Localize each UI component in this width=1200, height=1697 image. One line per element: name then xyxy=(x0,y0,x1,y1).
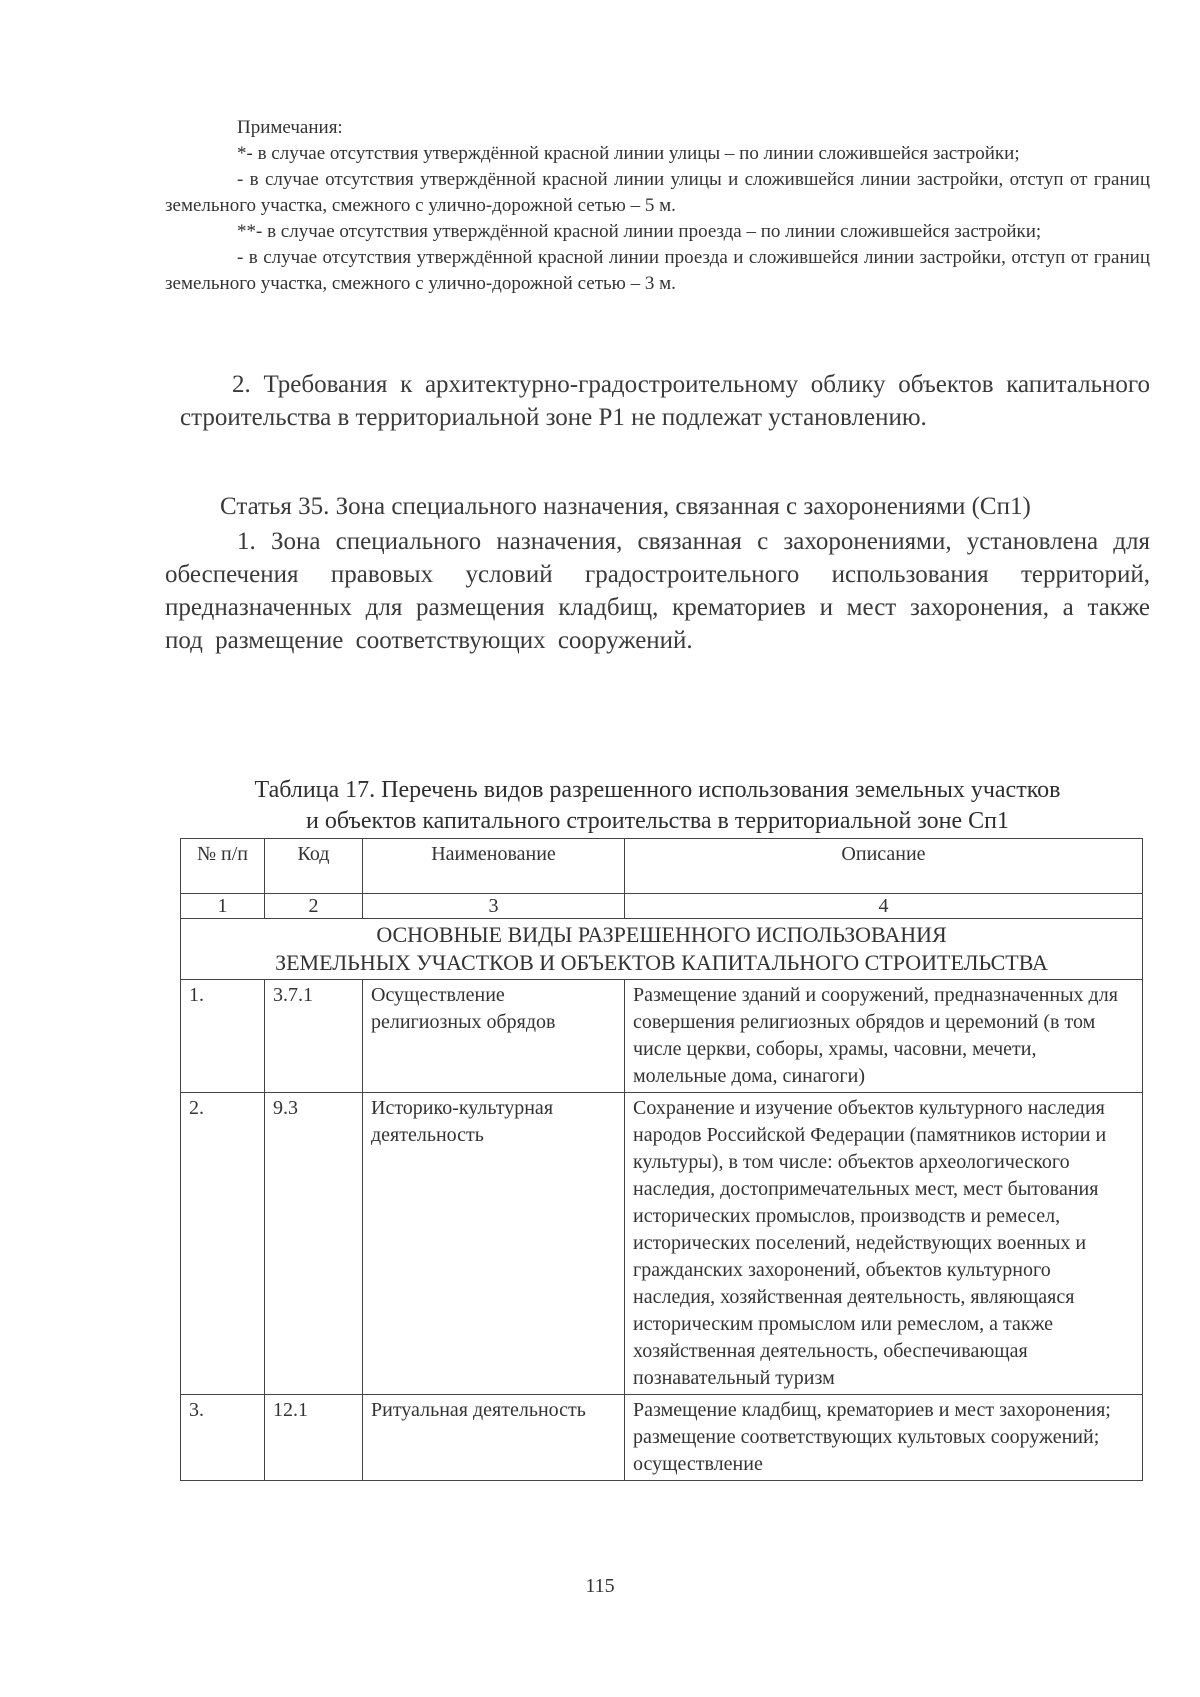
header-desc: Описание xyxy=(625,839,1143,894)
table-header-row xyxy=(181,839,1143,894)
column-number: 3 xyxy=(363,894,625,919)
article-block xyxy=(165,490,1150,657)
row-num: 1. xyxy=(181,980,265,1093)
note-2: - в случае отсутствия утверждённой красной линии улицы и сложившейся линии застройки, отступ от границ земельного участка, смежного с улично-дорожной сетью – 5 м. xyxy=(165,169,1150,216)
requirement-paragraph: 2. Требования к архитектурно-градостроительному облику объектов капитального строительства в территориальной зоне Р1 не подлежат установлению. xyxy=(180,371,1150,431)
article-paragraph: 1. Зона специального назначения, связанная с захоронениями, установлена для обеспечения правовых условий градостроительного использования территорий, предназначенных для размещения кладбищ, крематориев и мест захоронения, а также под размещение соответствующих сооружений. xyxy=(165,528,1150,654)
row-code: 9.3 xyxy=(265,1093,363,1395)
note-4: - в случае отсутствия утверждённой красной линии проезда и сложившейся линии застройки, отступ от границ земельного участка, смежного с улично-дорожной сетью – 3 м. xyxy=(165,247,1150,294)
page-number: 115 xyxy=(585,1575,615,1597)
column-number: 1 xyxy=(181,894,265,919)
row-code: 3.7.1 xyxy=(265,980,363,1093)
table-caption xyxy=(165,775,1150,837)
column-number: 4 xyxy=(625,894,1143,919)
row-name: Ритуальная деятельность xyxy=(363,1395,625,1481)
header-name: Наименование xyxy=(363,839,625,894)
column-number-row xyxy=(181,894,1143,919)
column-number: 2 xyxy=(265,894,363,919)
notes-heading: Примечания: xyxy=(237,117,343,138)
row-desc: Сохранение и изучение объектов культурного наследия народов Российской Федерации (памятников истории и культуры), в том числе: объектов археологического наследия, достопримечательных мест, мест бытования исторических промыслов, производств и ремесел, исторических поселений, недействующих военных и гражданских захоронений, объектов культурного наследия, хозяйственная деятельность, являющаяся историческим промыслом или ремеслом, а также хозяйственная деятельность, обеспечивающая познавательный туризм xyxy=(625,1093,1143,1395)
header-num: № п/п xyxy=(181,839,265,894)
table-row xyxy=(181,1093,1143,1395)
land-use-table xyxy=(180,838,1143,1481)
note-3: **- в случае отсутствия утверждённой красной линии проезда – по линии сложившейся застройки; xyxy=(237,221,1042,242)
row-num: 2. xyxy=(181,1093,265,1395)
section-header xyxy=(181,919,1143,980)
row-desc: Размещение кладбищ, крематориев и мест захоронения; размещение соответствующих культовых сооружений; осуществление xyxy=(625,1395,1143,1481)
row-name: Историко-культурная деятельность xyxy=(363,1093,625,1395)
table-caption-line-2: и объектов капитального строительства в территориальной зоне Сп1 xyxy=(306,808,1009,834)
row-name: Осуществление религиозных обрядов xyxy=(363,980,625,1093)
table-row xyxy=(181,1395,1143,1481)
table-row xyxy=(181,980,1143,1093)
section-header-line-2: ЗЕМЕЛЬНЫХ УЧАСТКОВ И ОБЪЕКТОВ КАПИТАЛЬНОГО СТРОИТЕЛЬСТВА xyxy=(275,950,1048,975)
table-caption-line-1: Таблица 17. Перечень видов разрешенного использования земельных участков xyxy=(254,777,1061,803)
row-num: 3. xyxy=(181,1395,265,1481)
requirement-block xyxy=(180,368,1150,434)
row-code: 12.1 xyxy=(265,1395,363,1481)
section-header-row xyxy=(181,919,1143,980)
article-title: Статья 35. Зона специального назначения, связанная с захоронениями (Сп1) xyxy=(220,493,1031,520)
note-1: *- в случае отсутствия утверждённой красной линии улицы – по линии сложившейся застройки; xyxy=(237,143,1020,164)
header-code: Код xyxy=(265,839,363,894)
section-header-line-1: ОСНОВНЫЕ ВИДЫ РАЗРЕШЕННОГО ИСПОЛЬЗОВАНИЯ xyxy=(376,922,947,947)
row-desc: Размещение зданий и сооружений, предназначенных для совершения религиозных обрядов и церемоний (в том числе церкви, соборы, храмы, часовни, мечети, молельные дома, синагоги) xyxy=(625,980,1143,1093)
notes-block xyxy=(165,115,1150,297)
